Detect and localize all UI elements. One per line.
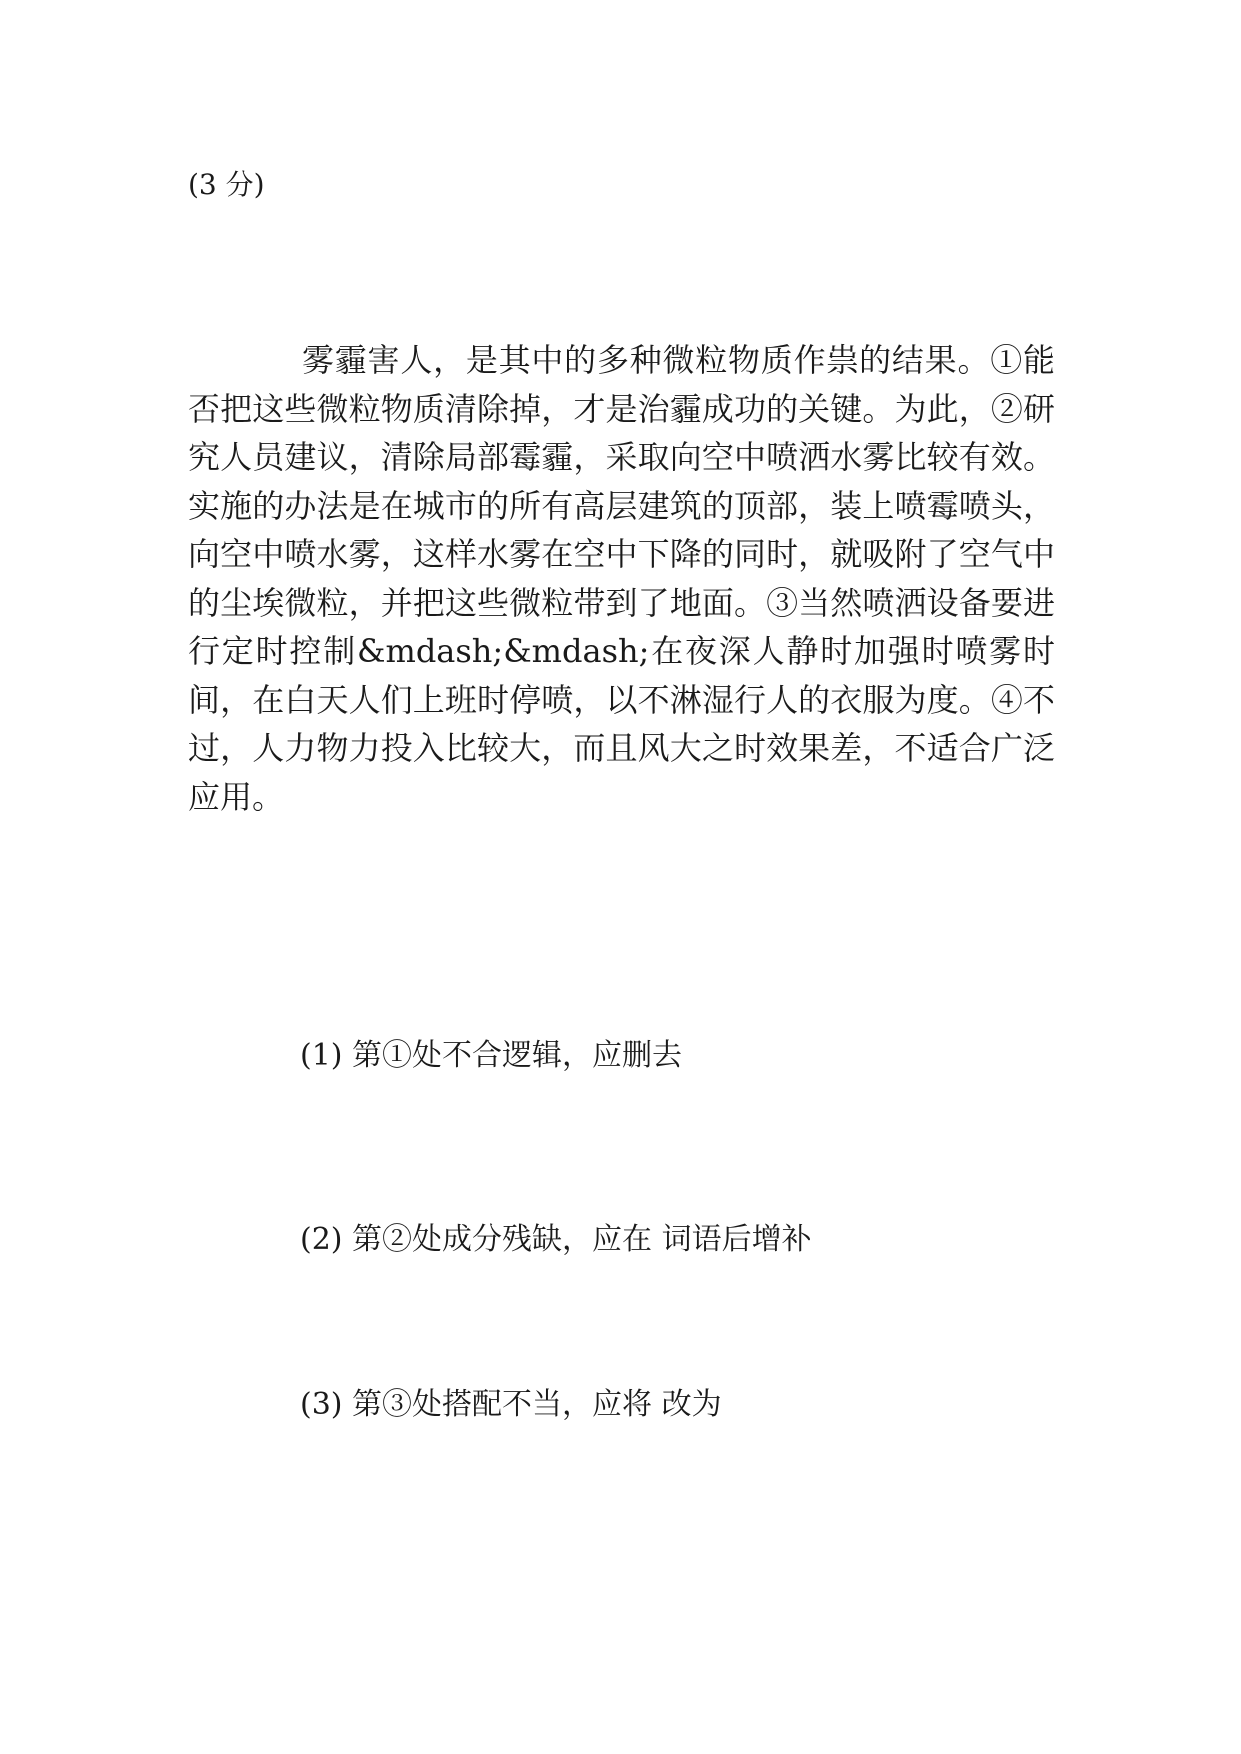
- question-3: (3) 第③处搭配不当，应将 改为: [300, 1387, 722, 1422]
- passage-paragraph: 雾霾害人，是其中的多种微粒物质作祟的结果。①能否把这些微粒物质清除掉，才是治霾成功的关键。为此，②研究人员建议，清除局部霉霾，采取向空中喷洒水雾比较有效。实施的办法是在城市的所有高层建筑的顶部，装上喷霉喷头，向空中喷水雾，这样水雾在空中下降的同时，就吸附了空气中的尘埃微粒，并把这些微粒带到了地面。③当然喷洒设备要进行定时控制&mdash;&mdash;在夜深人静时加强时喷雾时间，在白天人们上班时停喷，以不淋湿行人的衣服为度。④不过，人力物力投入比较大，而且风大之时效果差，不适合广泛应用。: [188, 341, 1055, 816]
- question-1: (1) 第①处不合逻辑，应删去: [300, 1038, 683, 1073]
- score-label: (3 分): [188, 168, 265, 201]
- question-2: (2) 第②处成分残缺，应在 词语后增补: [300, 1222, 812, 1257]
